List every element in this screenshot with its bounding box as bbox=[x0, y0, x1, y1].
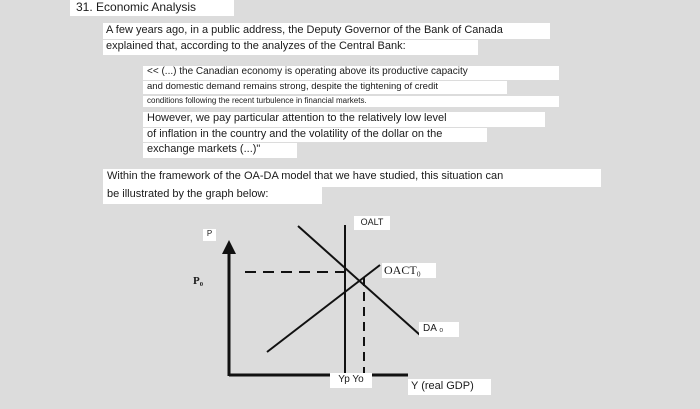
quote-line-6: exchange markets (...)" bbox=[143, 143, 297, 158]
question-title: 31. Economic Analysis bbox=[70, 0, 234, 16]
quote-line-5: of inflation in the country and the volatility of the dollar on the bbox=[143, 128, 487, 142]
y-axis bbox=[222, 240, 236, 376]
quote-line-3: conditions following the recent turbulence in financial markets. bbox=[143, 96, 559, 107]
long-run-supply-label: OALT bbox=[354, 216, 390, 230]
demand-label: DA ₀ bbox=[419, 322, 459, 337]
framework-line-2: be illustrated by the graph below: bbox=[103, 187, 322, 204]
intro-line-2: explained that, according to the analyzes of the Central Bank: bbox=[103, 40, 478, 55]
x-axis-label: Y (real GDP) bbox=[408, 379, 491, 395]
output-labels: Yp Yo bbox=[330, 373, 372, 388]
quote-line-1: << (...) the Canadian economy is operating above its productive capacity bbox=[143, 66, 559, 80]
quote-line-4: However, we pay particular attention to the relatively low level bbox=[143, 112, 545, 127]
short-run-supply-label: OACT₀ bbox=[382, 263, 436, 278]
intro-line-1: A few years ago, in a public address, the Deputy Governor of the Bank of Canada bbox=[103, 23, 550, 39]
price-level-label: P₀ bbox=[193, 275, 204, 287]
quote-line-2: and domestic demand remains strong, despite the tightening of credit bbox=[143, 81, 507, 94]
framework-line-1: Within the framework of the OA-DA model that we have studied, this situation can bbox=[103, 169, 601, 187]
y-axis-label: P bbox=[203, 229, 216, 241]
